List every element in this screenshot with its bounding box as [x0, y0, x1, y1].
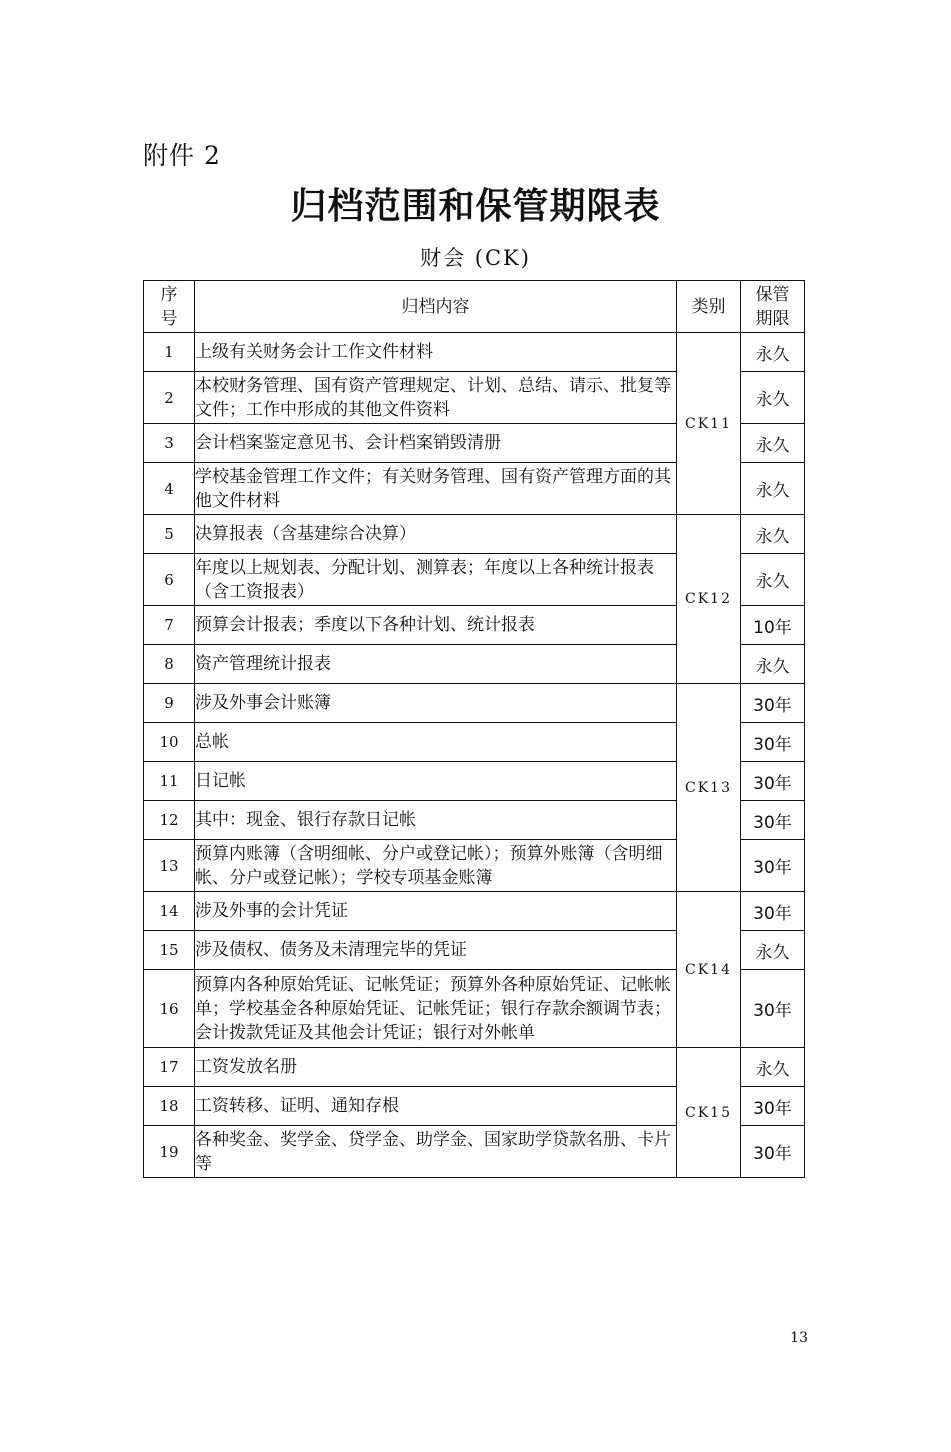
row-retention-period: 永久	[741, 333, 805, 372]
row-number: 3	[144, 424, 195, 463]
row-content: 预算内账簿（含明细帐、分户或登记帐）；预算外账簿（含明细帐、分户或登记帐）；学校专项基金账簿	[195, 840, 677, 892]
row-content: 涉及外事的会计凭证	[195, 892, 677, 931]
row-content: 年度以上规划表、分配计划、测算表；年度以上各种统计报表（含工资报表）	[195, 554, 677, 606]
table-row	[144, 892, 805, 931]
row-content: 其中：现金、银行存款日记帐	[195, 801, 677, 840]
row-content: 总帐	[195, 723, 677, 762]
row-number: 12	[144, 801, 195, 840]
row-content: 预算内各种原始凭证、记帐凭证；预算外各种原始凭证、记帐帐单；学校基金各种原始凭证、记帐凭证；银行存款余额调节表；会计拨款凭证及其他会计凭证；银行对外帐单	[195, 970, 677, 1048]
row-number: 1	[144, 333, 195, 372]
row-category: CK11	[677, 333, 741, 515]
row-retention-period: 30年	[741, 1126, 805, 1178]
row-number: 17	[144, 1048, 195, 1087]
row-number: 15	[144, 931, 195, 970]
table-row	[144, 1048, 805, 1087]
row-category: CK12	[677, 515, 741, 684]
row-number: 6	[144, 554, 195, 606]
row-number: 8	[144, 645, 195, 684]
row-category: CK14	[677, 892, 741, 1048]
row-number: 10	[144, 723, 195, 762]
column-header-period: 保管 期限	[741, 281, 805, 333]
row-content: 本校财务管理、国有资产管理规定、计划、总结、请示、批复等文件；工作中形成的其他文件资料	[195, 372, 677, 424]
attachment-label: 附件 2	[143, 141, 221, 170]
row-retention-period: 30年	[741, 970, 805, 1048]
row-content: 工资发放名册	[195, 1048, 677, 1087]
row-number: 19	[144, 1126, 195, 1178]
row-retention-period: 30年	[741, 892, 805, 931]
row-retention-period: 30年	[741, 684, 805, 723]
row-number: 9	[144, 684, 195, 723]
row-category: CK15	[677, 1048, 741, 1178]
table-row	[144, 515, 805, 554]
row-content: 资产管理统计报表	[195, 645, 677, 684]
row-retention-period: 30年	[741, 1087, 805, 1126]
page-number: 13	[790, 1330, 808, 1346]
row-number: 5	[144, 515, 195, 554]
row-content: 工资转移、证明、通知存根	[195, 1087, 677, 1126]
table-row	[144, 684, 805, 723]
row-retention-period: 30年	[741, 762, 805, 801]
row-retention-period: 10年	[741, 606, 805, 645]
column-header-no: 序 号	[144, 281, 195, 333]
row-retention-period: 永久	[741, 554, 805, 606]
row-retention-period: 永久	[741, 645, 805, 684]
row-content: 各种奖金、奖学金、贷学金、助学金、国家助学贷款名册、卡片等	[195, 1126, 677, 1178]
row-content: 上级有关财务会计工作文件材料	[195, 333, 677, 372]
row-content: 日记帐	[195, 762, 677, 801]
row-number: 2	[144, 372, 195, 424]
row-retention-period: 永久	[741, 424, 805, 463]
row-retention-period: 永久	[741, 372, 805, 424]
row-content: 决算报表（含基建综合决算）	[195, 515, 677, 554]
row-retention-period: 30年	[741, 723, 805, 762]
row-retention-period: 永久	[741, 931, 805, 970]
row-number: 7	[144, 606, 195, 645]
row-retention-period: 永久	[741, 463, 805, 515]
row-content: 涉及外事会计账簿	[195, 684, 677, 723]
table-header-row	[144, 281, 805, 333]
row-number: 16	[144, 970, 195, 1048]
page-subtitle: 财会 (CK)	[420, 246, 531, 270]
row-retention-period: 30年	[741, 840, 805, 892]
row-content: 预算会计报表；季度以下各种计划、统计报表	[195, 606, 677, 645]
column-header-category: 类别	[677, 281, 741, 333]
row-retention-period: 永久	[741, 1048, 805, 1087]
table-row	[144, 333, 805, 372]
page-title: 归档范围和保管期限表	[290, 186, 661, 227]
row-number: 14	[144, 892, 195, 931]
row-number: 18	[144, 1087, 195, 1126]
row-content: 涉及债权、债务及未清理完毕的凭证	[195, 931, 677, 970]
row-retention-period: 永久	[741, 515, 805, 554]
archive-table	[143, 280, 805, 1178]
row-category: CK13	[677, 684, 741, 892]
row-content: 会计档案鉴定意见书、会计档案销毁清册	[195, 424, 677, 463]
row-retention-period: 30年	[741, 801, 805, 840]
row-number: 4	[144, 463, 195, 515]
row-content: 学校基金管理工作文件；有关财务管理、国有资产管理方面的其他文件材料	[195, 463, 677, 515]
column-header-content: 归档内容	[195, 281, 677, 333]
row-number: 11	[144, 762, 195, 801]
row-number: 13	[144, 840, 195, 892]
